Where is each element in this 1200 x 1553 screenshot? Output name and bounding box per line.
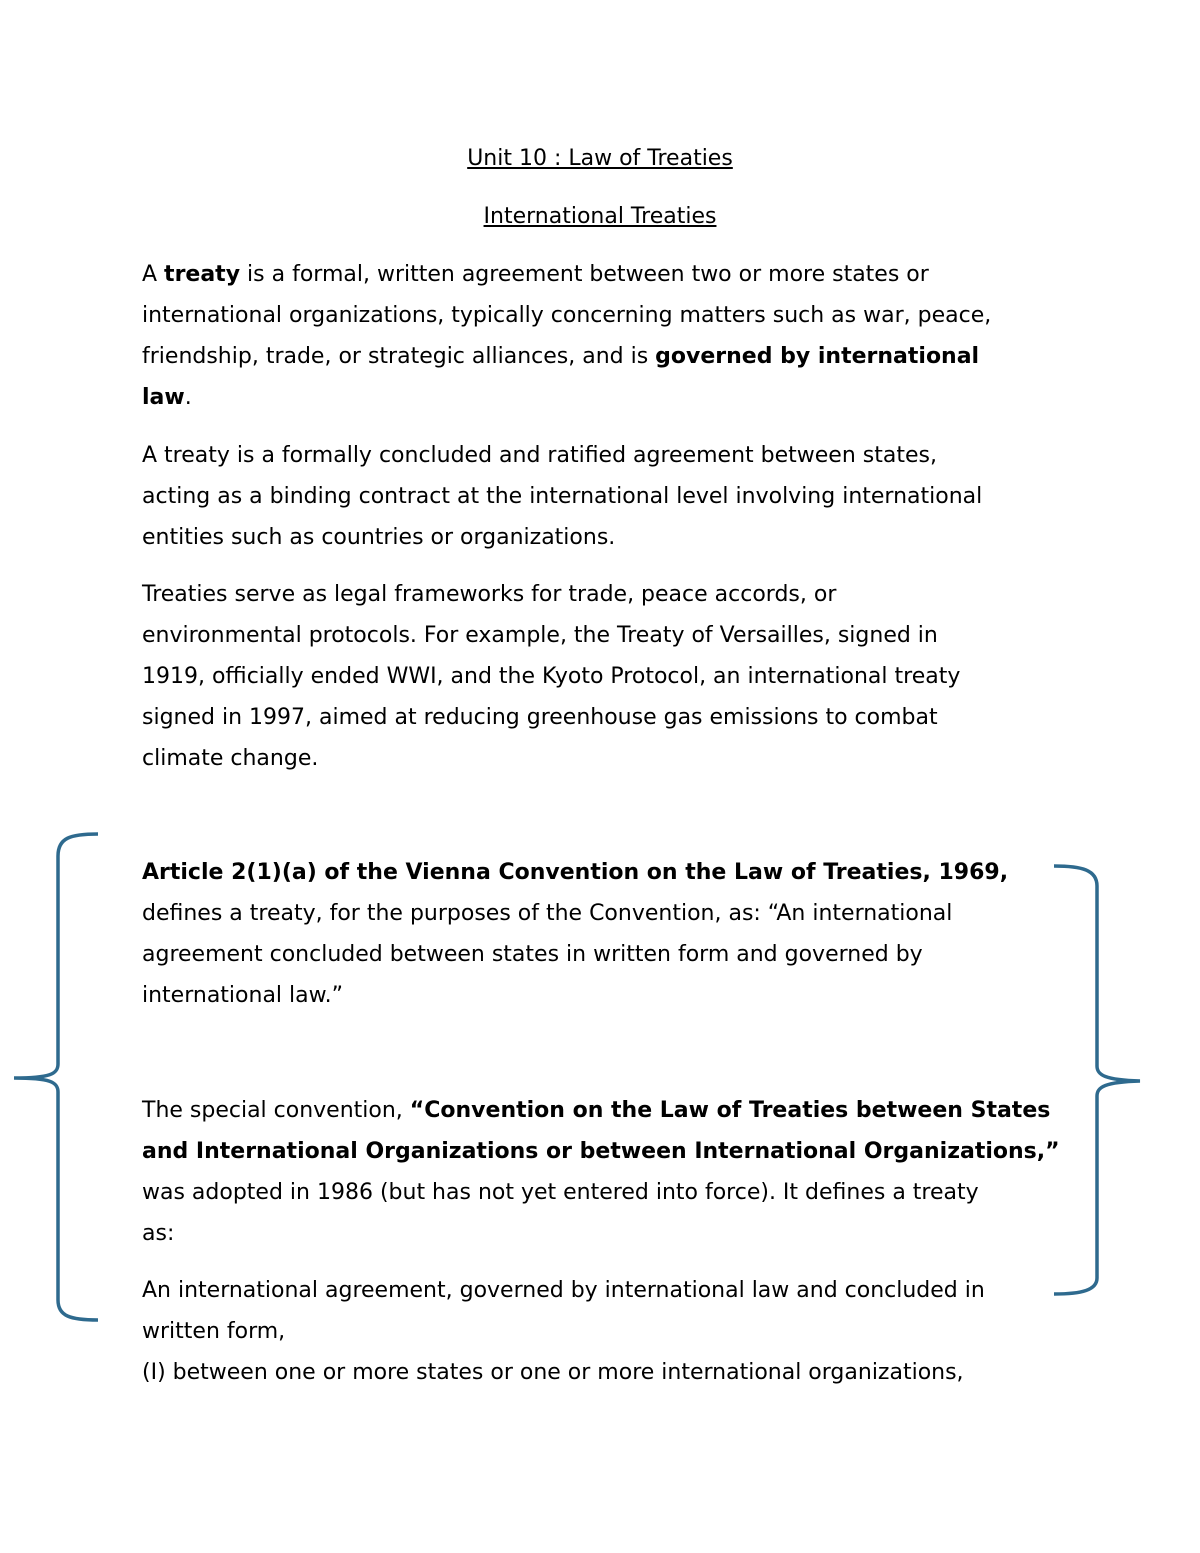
paragraph-formal-agreement: A treaty is a formally concluded and ratified agreement between states, acting as a binding contract at the international level involving international entities such as countries or organizations. <box>142 443 983 550</box>
paragraph-treaty-definition: A treaty is a formal, written agreement between two or more states or international organizations, typically concerning matters such as war, peace, friendship, trade, or strategic alliances, and is governed by international law. <box>142 262 992 410</box>
bold-governed-by: governed by international <box>655 344 980 369</box>
bold-term-treaty: treaty <box>164 262 241 287</box>
paragraph-special-convention: The special convention, “Convention on the Law of Treaties between States and International Organizations or between International Organizations,” was adopted in 1986 (but has not yet entered into force). It defines a treaty as: <box>142 1098 1060 1246</box>
right-curly-brace <box>1054 866 1140 1294</box>
left-curly-brace <box>14 834 98 1320</box>
section-heading: International Treaties <box>483 204 717 229</box>
bold-article-reference: Article 2(1)(a) of the Vienna Convention on the Law of Treaties, 1969, <box>142 860 1009 885</box>
bold-convention-name: “Convention on the Law of Treaties between States <box>409 1098 1051 1123</box>
paragraph-definition-1986: An international agreement, governed by international law and concluded in written form, (I) between one or more states or one or more international organizations, <box>142 1278 985 1385</box>
paragraph-examples: Treaties serve as legal frameworks for trade, peace accords, or environmental protocols. For example, the Treaty of Versailles, signed in 1919, officially ended WWI, and the Kyoto Protocol, an international treaty signed in 1997, aimed at reducing greenhouse gas emissions to combat climate change. <box>142 582 961 771</box>
page-title: Unit 10 : Law of Treaties <box>467 146 733 171</box>
paragraph-vienna-convention: Article 2(1)(a) of the Vienna Convention on the Law of Treaties, 1969, defines a treaty, for the purposes of the Convention, as: “An international agreement concluded between states in written form and governed by international law.” <box>142 860 1009 1008</box>
